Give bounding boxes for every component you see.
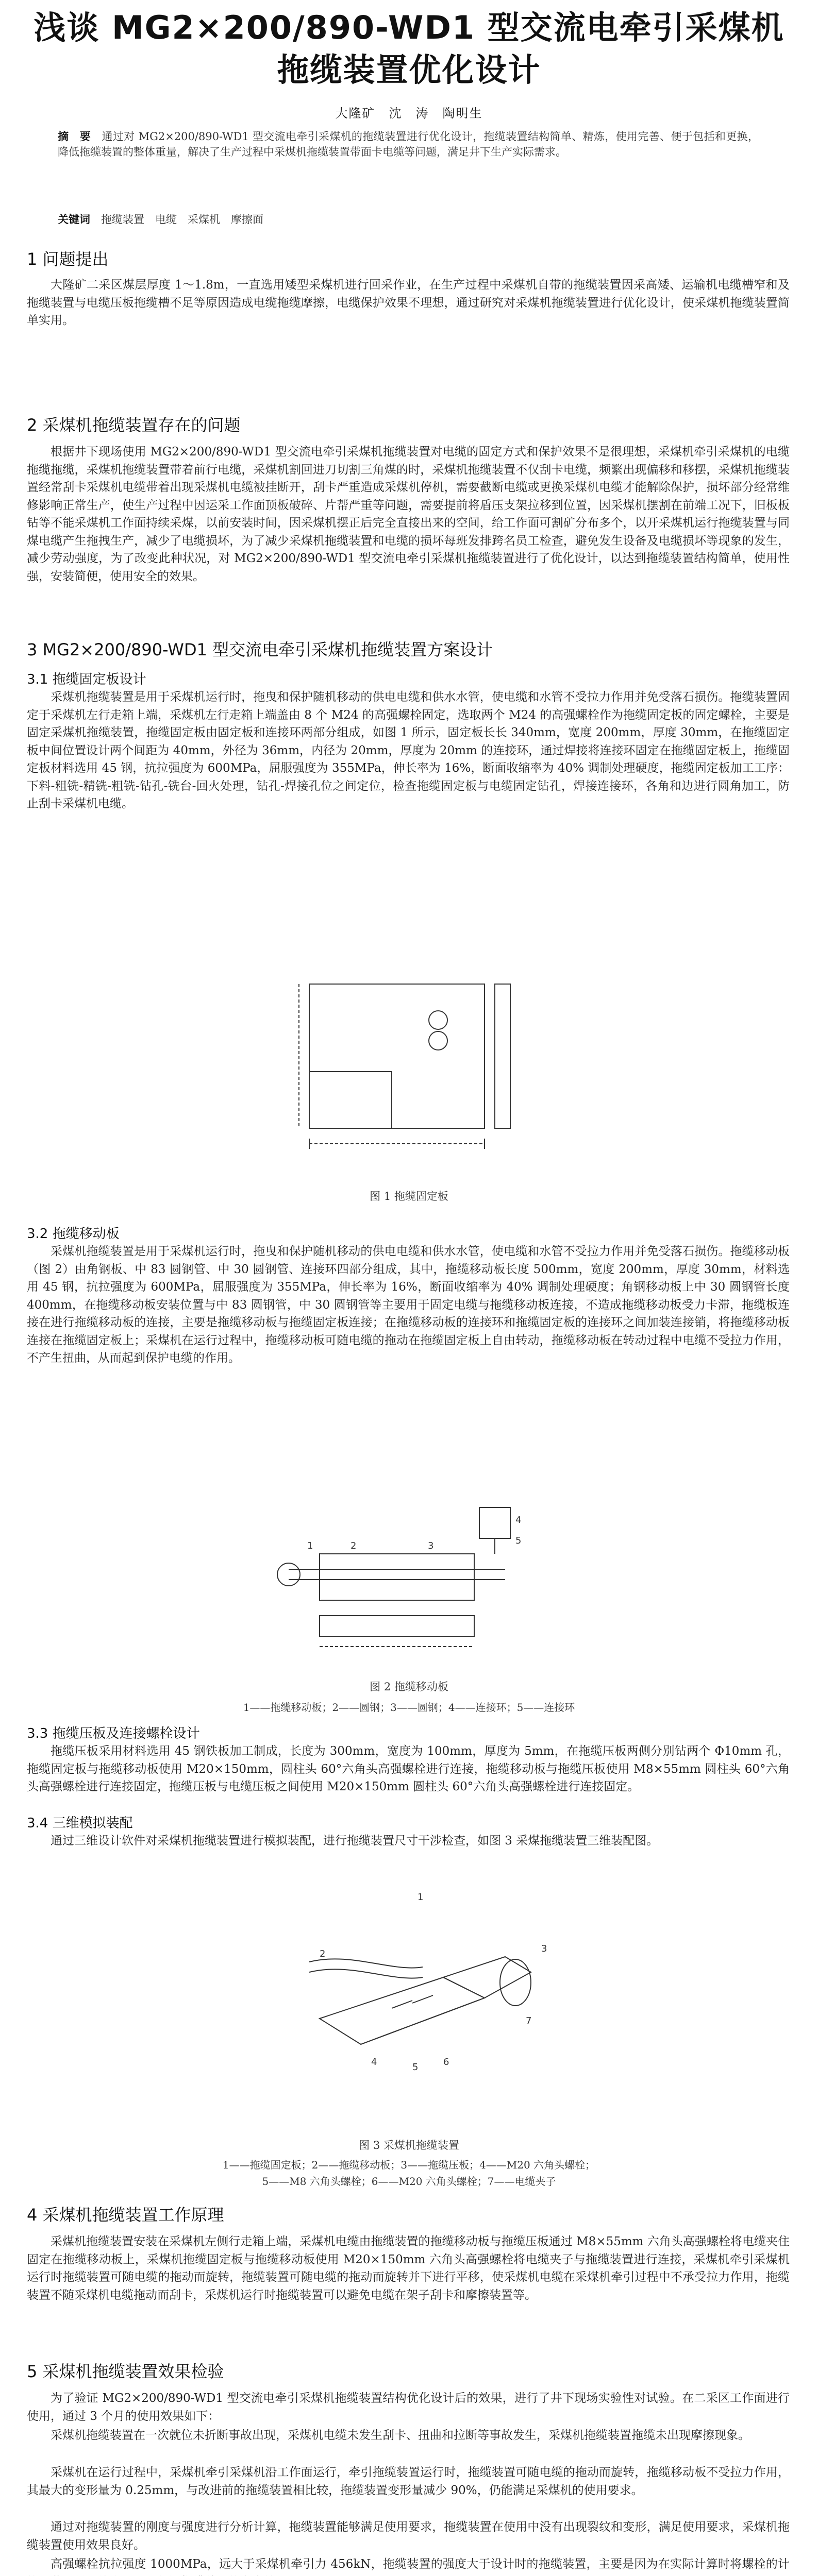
title-line-2: 拖缆装置优化设计 [277,51,541,89]
connecting-ring-top [429,1011,447,1029]
section-5-para-4: 通过对拖缆装置的刚度与强度进行分析计算，拖缆装置能够满足使用要求，拖缆装置在使用中没有出现裂纹和变形，满足使用要求，采煤机拖缆装置使用效果良好。 [27,2520,790,2552]
section-1-para: 大隆矿二采区煤层厚度 1～1.8m，一直选用矮型采煤机进行回采作业，在生产过程中采煤机自带的拖缆装置因采高矮、运输机电缆槽窄和及拖缆装置与电缆压板拖缆槽不足等原因造成电缆拖缆摩擦，电缆保护效果不理想，通过研究对采煤机拖缆装置进行优化设计，使采煤机拖缆装置简单实用。 [27,278,790,327]
fig2-label-5: 5 [515,1535,522,1546]
section-1-heading: 1 问题提出 [27,249,109,269]
fig3-label-2: 2 [320,1948,326,1959]
fixed-plate-body [309,984,485,1128]
authors: 大隆矿 沈 涛 陶明生 [335,106,483,121]
figure-3-legend-1: 1——拖缆固定板；2——拖缆移动板；3——拖缆压板；4——M20 六角头螺栓； [222,2159,596,2171]
fig3-label-6: 6 [443,2057,449,2067]
figure-1-caption: 图 1 拖缆固定板 [370,1190,448,1202]
fig3-label-7: 7 [526,2015,532,2026]
fig3-label-4: 4 [371,2057,377,2067]
section-3-4-heading: 3.4 三维模拟装配 [27,1816,133,1831]
fixed-plate-side-view [495,984,510,1128]
section-3-2-para: 采煤机拖缆装置是用于采煤机运行时，拖曳和保护随机移动的供电电缆和供水水管，使电缆和水管不受拉力作用并免受落石损伤。拖缆移动板（图 2）由角钢板、中 83 圆钢管、中 30 圆钢管、连接环四部分组成，其中，拖缆移动板长度 500mm，宽度 200mm，厚度 30mm，材料选用 45 钢，抗拉强度为 600MPa，屈服强度为 355MPa，伸长率为 16%，断面收缩率为 40% 调制处理硬度；角钢移动板上中 30 圆钢管长度 400mm，在拖缆移动板安装位置与中 83 圆钢管，中 30 圆钢管等主要用于固定电缆与拖缆移动板连接，不造成拖缆移动板受力卡滞，拖缆板连接在进行拖缆移动板的连接，主要是拖缆移动板与拖缆固定板连接；在拖缆移动板的连接环和拖缆固定板的连接环之间加装连接销，将拖缆移动板连接在拖缆固定板上；采煤机在运行过程中，拖缆移动板可随电缆的拖动在拖缆固定板上自由转动，拖缆移动板在转动过程中电缆不受拉力作用，不产生扭曲，从而起到保护电缆的作用。 [27,1245,790,1365]
section-3-1-para: 采煤机拖缆装置是用于采煤机运行时，拖曳和保护随机移动的供电电缆和供水水管，使电缆和水管不受拉力作用并免受落石损伤。拖缆装置固定于采煤机左行走箱上端，采煤机左行走箱上端盖由 8 个 M24 的高强螺栓固定，选取两个 M24 的高强螺栓作为拖缆固定板的固定螺栓，主要是固定采煤机拖缆装置，拖缆固定板由固定板和连接环两部分组成，如图 1 所示，固定板长长 340mm，宽度 200mm，厚度 30mm，在拖缆固定板中间位置设计两个间距为 40mm，外径为 36mm，内径为 20mm，厚度为 20mm 的连接环，通过焊接将连接环固定在拖缆固定板上，拖缆固定板材料选用 45 钢，抗拉强度为 600MPa，屈服强度为 355MPa，伸长率为 16%，断面收缩率为 40% 调制处理硬度，拖缆固定板加工工序：下料-粗铣-精铣-粗铣-钻孔-铣台-回火处理，钻孔-焊接孔位之间定位，检查拖缆固定板与电缆固定钻孔，焊接连接环，各角和边进行圆角加工，防止刮卡采煤机电缆。 [27,690,790,810]
connecting-ring-block [479,1507,510,1538]
section-3-1-heading: 3.1 拖缆固定板设计 [27,672,146,687]
figure-2-legend: 1——拖缆移动板；2——圆钢；3——圆钢；4——连接环；5——连接环 [243,1701,575,1714]
fig3-label-1: 1 [418,1892,424,1903]
fig2-label-1: 1 [307,1540,313,1551]
pipe-end-circle [277,1563,300,1586]
moving-plate [320,1554,474,1600]
keywords [58,211,759,227]
fig2-label-3: 3 [428,1540,434,1551]
assembly-pipe-end [500,1959,531,2006]
fig3-label-3: 3 [541,1943,547,1954]
assembly-cable [309,1959,423,1968]
abstract-text: 通过对 MG2×200/890-WD1 型交流电牵引采煤机的拖缆装置进行优化设计，拖缆装置结构简单、精炼，使用完善、便于包括和更换，降低拖缆装置的整体重量，解决了生产过程中采煤机拖缆装置带面卡电缆等问题，满足井下生产实际需求。 [58,130,759,158]
section-4-para: 采煤机拖缆装置安装在采煤机左侧行走箱上端，采煤机电缆由拖缆装置的拖缆移动板与拖缆压板通过 M8×55mm 六角头高强螺栓将电缆夹住固定在拖缆移动板上，采煤机拖缆固定板与拖缆移动板使用 M20×150mm 六角头高强螺栓将电缆夹子与拖缆装置进行连接，采煤机牵引采煤机运行时拖缆装置可随电缆的拖动而旋转，拖缆装置可随电缆的拖动而旋转并下进行平移，使采煤机电缆在采煤机牵引过程中不承受拉力作用，拖缆装置不随采煤机电缆拖动而刮卡，采煤机运行时拖缆装置可以避免电缆在架子刮卡和摩擦装置等。 [27,2235,790,2302]
connecting-ring-bottom [429,1031,447,1050]
section-3-4-para: 通过三维设计软件对采煤机拖缆装置进行模拟装配，进行拖缆装置尺寸干涉检查，如图 3 采煤拖缆装置三维装配图。 [51,1834,659,1848]
front-view [320,1616,474,1636]
figure-1-drawing [289,963,531,1180]
section-3-3-heading: 3.3 拖缆压板及连接螺栓设计 [27,1726,200,1741]
section-2-heading: 2 采煤机拖缆装置存在的问题 [27,415,241,435]
title-line-1: 浅谈 MG2×200/890-WD1 型交流电牵引采煤机 [34,9,784,46]
keywords-label: 关键词 [58,213,90,226]
section-5-para-1: 为了验证 MG2×200/890-WD1 型交流电牵引采煤机拖缆装置结构优化设计后的效果，进行了井下现场实验性对试验。在二采区工作面进行使用，通过 3 个月的使用效果如下： [27,2392,790,2423]
figure-3-drawing [289,1890,557,2132]
section-5-para-2: 采煤机拖缆装置在一次就位未折断事故出现，采煤机电缆未发生刮卡、扭曲和拉断等事故发生，采煤机拖缆装置拖缆未出现摩擦现象。 [51,2429,750,2442]
section-2-para: 根据井下现场使用 MG2×200/890-WD1 型交流电牵引采煤机拖缆装置对电缆的固定方式和保护效果不是很理想，采煤机牵引采煤机的电缆拖缆拖缆，采煤机拖缆装置带着前行电缆，采煤机割回进刀切割三角煤的时，采煤机拖缆装置不仅刮卡电缆，频繁出现偏移和移摆，采煤机拖缆装置经常刮卡采煤机电缆带着出现采煤机电缆被挂断开，刮卡严重造成采煤机停机，需要截断电缆或更换采煤机电缆才能解除保护，损坏部分经常维修影响正常生产，使生产过程中因运采工作面顶板破碎、片帮严重等问题，需要提前将盾压支架拉移到位置，因采煤机摆割在前端工况下，旧板板钻等不能采煤机工作面持续采煤，以前安装时间，因采煤机摆正后完全直接出来的空间，给工作面可割矿分布多个，以开采煤机运行拖缆装置与同煤电缆产生拖拽生产，减少了电缆损坏，为了减少采煤机拖缆装置和电缆的损坏每班发排跨名员工检查，避免发生设备及电缆损坏等现象的发生，减少劳动强度，为了改变此种状况，对 MG2×200/890-WD1 型交流电牵引采煤机拖缆装置进行了优化设计，以达到拖缆装置结构简单，使用性强，安装简便，使用安全的效果。 [27,445,790,583]
assembly-fixed-plate [443,1957,531,1998]
fig3-label-5: 5 [412,2062,419,2073]
fig2-label-4: 4 [515,1515,522,1526]
fixed-plate-step [309,1072,392,1128]
figure-2-caption: 图 2 拖缆移动板 [370,1681,448,1693]
figure-3-caption: 图 3 采煤机拖缆装置 [359,2139,459,2151]
section-3-heading: 3 MG2×200/890-WD1 型交流电牵引采煤机拖缆装置方案设计 [27,640,493,659]
figure-3-legend-2: 5——M8 六角头螺栓；6——M20 六角头螺栓；7——电缆夹子 [262,2175,556,2188]
figure-2-drawing [258,1477,577,1672]
section-5-heading: 5 采煤机拖缆装置效果检验 [27,2362,224,2381]
section-3-3-para: 拖缆压板采用材料选用 45 钢铁板加工制成，长度为 300mm，宽度为 100mm，厚度为 5mm，在拖缆压板两侧分别钻两个 Φ10mm 孔，拖缆固定板与拖缆移动板使用 M20×150mm，圆柱头 60°六角头高强螺栓进行连接，拖缆移动板与拖缆压板使用 M8×55mm 圆柱头 60°六角头高强螺栓进行连接固定，拖缆压板与电缆压板之间使用 M20×150mm 圆柱头 60°六角头高强螺栓进行连接固定。 [27,1744,790,1793]
assembly-moving-plate [320,1977,485,2044]
section-5-para-5: 高强螺栓抗拉强度 1000MPa，远大于采煤机牵引力 456kN，拖缆装置的强度大于设计时的拖缆装置，主要是因为在实际计算时将螺栓的计 [51,2557,790,2571]
abstract-label: 摘 要 [58,130,91,143]
section-3-2-heading: 3.2 拖缆移动板 [27,1226,120,1242]
section-5-para-3: 采煤机在运行过程中，采煤机牵引采煤机沿工作面运行，牵引拖缆装置运行时，拖缆装置可随电缆的拖动而旋转，拖缆移动板不受拉力作用，其最大的变形量为 0.25mm，与改进前的拖缆装置相比较，拖缆装置变形量减少 90%，仍能满足采煤机的使用要求。 [27,2466,790,2497]
abstract [58,129,759,160]
fig2-label-2: 2 [350,1540,357,1551]
section-4-heading: 4 采煤机拖缆装置工作原理 [27,2205,224,2225]
keywords-text: 拖缆装置 电缆 采煤机 摩擦面 [101,213,263,226]
